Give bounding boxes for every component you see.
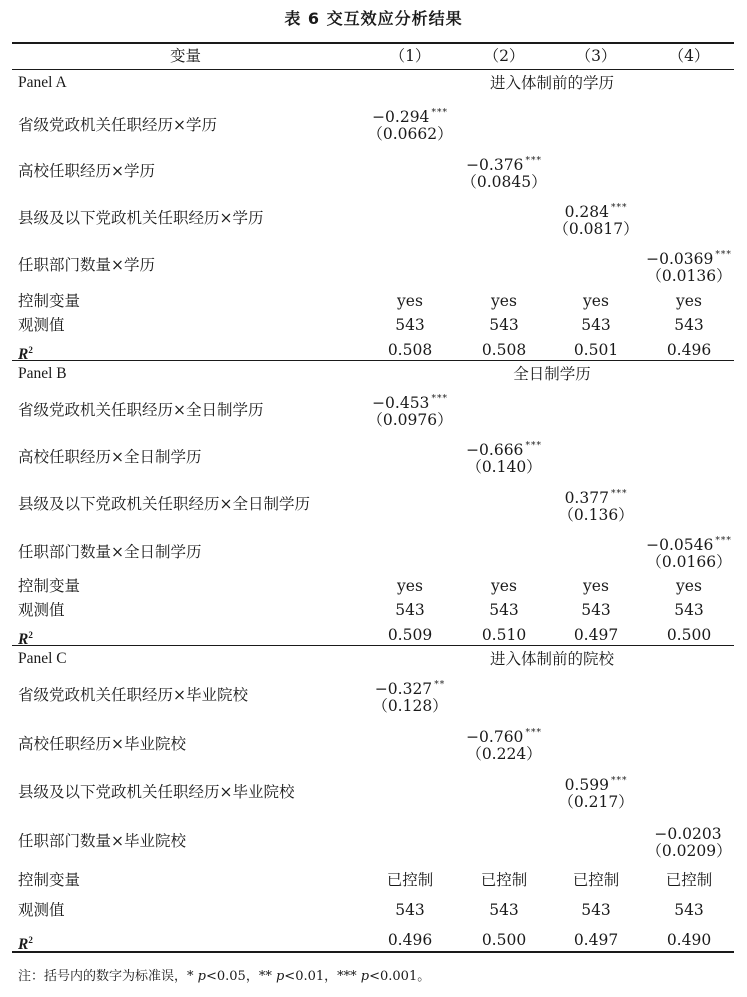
coefficient-value: −0.0369 [646, 250, 714, 268]
observations-value: 543 [674, 901, 704, 919]
observations-value: 543 [395, 316, 425, 334]
observations-value: 543 [395, 901, 425, 919]
standard-error: （0.0662） [367, 125, 453, 143]
significance-stars: *** [525, 156, 542, 166]
coefficient-value: −0.294 [372, 108, 430, 126]
standard-error: （0.140） [466, 458, 542, 476]
observations-value: 543 [489, 901, 519, 919]
r-squared-label [18, 625, 33, 650]
note-star-2: ** [258, 969, 276, 984]
r-squared-label [18, 340, 33, 365]
coefficient-value: 0.284 [564, 203, 609, 221]
table-title: 表 6 交互效应分析结果 [284, 9, 463, 28]
note-threshold-2: <0.01， [284, 969, 338, 984]
row-label: 县级及以下党政机关任职经历×学历 [18, 209, 264, 227]
r-squared-value: 0.508 [387, 341, 433, 359]
r-squared-value: 0.497 [573, 931, 619, 949]
r-squared-label [18, 930, 33, 955]
observations-value: 543 [581, 601, 611, 619]
row-label: 县级及以下党政机关任职经历×毕业院校 [18, 783, 295, 801]
panel-name: Panel B [18, 365, 67, 382]
significance-stars: *** [715, 250, 732, 260]
note-threshold-3: <0.001。 [369, 969, 431, 984]
r-squared-value: 0.500 [666, 626, 712, 644]
significance-stars: *** [610, 489, 628, 499]
panel-subtitle: 全日制学历 [513, 365, 591, 383]
standard-error: （0.0136） [646, 267, 732, 285]
controls-value: 已控制 [572, 871, 620, 889]
controls-value: yes [676, 577, 702, 595]
controls-value: 已控制 [480, 871, 528, 889]
row-label: 任职部门数量×毕业院校 [18, 832, 186, 850]
controls-value: yes [397, 577, 423, 595]
controls-label: 控制变量 [18, 292, 81, 310]
significance-stars: *** [525, 441, 542, 451]
coefficient-value: 0.599 [564, 776, 609, 794]
r-squared-letter: R [18, 936, 29, 954]
panel-name: Panel C [18, 650, 67, 667]
note-star-3: *** [337, 969, 361, 984]
header-variable: 变量 [170, 47, 202, 65]
significance-stars: *** [610, 776, 628, 786]
significance-stars: *** [715, 536, 732, 546]
row-label: 任职部门数量×学历 [18, 256, 155, 274]
r-squared-value: 0.496 [387, 931, 433, 949]
panel-b-bottom-rule [12, 645, 734, 646]
standard-error: （0.0209） [646, 842, 732, 860]
coefficient-value: −0.0203 [654, 825, 722, 843]
standard-error: （0.217） [558, 793, 634, 811]
observations-value: 543 [581, 901, 611, 919]
r-squared-letter: R [18, 346, 29, 364]
standard-error: （0.0817） [553, 220, 639, 238]
note-p-3: p [360, 969, 370, 984]
controls-value: yes [397, 292, 423, 310]
controls-label: 控制变量 [18, 871, 81, 889]
r-squared-exponent: 2 [28, 345, 33, 355]
significance-stars: ** [434, 680, 446, 690]
observations-value: 543 [674, 316, 704, 334]
coefficient-value: −0.376 [466, 156, 524, 174]
coefficient-value: 0.377 [564, 489, 609, 507]
r-squared-exponent: 2 [28, 630, 33, 640]
r-squared-value: 0.496 [666, 341, 712, 359]
coefficient-value: −0.327 [374, 680, 433, 698]
observations-value: 543 [395, 601, 425, 619]
panel-a-bottom-rule [12, 360, 734, 361]
row-label: 省级党政机关任职经历×全日制学历 [18, 401, 264, 419]
standard-error: （0.224） [466, 745, 542, 763]
r-squared-value: 0.508 [481, 341, 527, 359]
controls-value: 已控制 [665, 871, 713, 889]
observations-label: 观测值 [18, 316, 65, 334]
row-label: 高校任职经历×毕业院校 [18, 735, 186, 753]
standard-error: （0.136） [558, 506, 634, 524]
row-label: 省级党政机关任职经历×毕业院校 [18, 686, 248, 704]
controls-value: yes [491, 577, 517, 595]
row-label: 高校任职经历×全日制学历 [18, 448, 202, 466]
r-squared-value: 0.490 [666, 931, 712, 949]
note-threshold-1: <0.05， [205, 969, 259, 984]
coefficient-value: −0.760 [466, 728, 524, 746]
significance-stars: *** [431, 108, 448, 118]
standard-error: （0.0845） [461, 173, 547, 191]
header-col-4: （4） [668, 47, 710, 65]
note-p-1: p [197, 969, 206, 984]
top-rule [12, 42, 734, 44]
panel-subtitle: 进入体制前的院校 [489, 650, 614, 668]
observations-value: 543 [674, 601, 704, 619]
r-squared-value: 0.497 [573, 626, 619, 644]
standard-error: （0.0166） [646, 553, 732, 571]
coefficient-value: −0.0546 [646, 536, 714, 554]
header-col-2: （2） [483, 47, 525, 65]
header-col-3: （3） [575, 47, 617, 65]
controls-label: 控制变量 [18, 577, 81, 595]
row-label: 任职部门数量×全日制学历 [18, 543, 202, 561]
observations-value: 543 [489, 316, 519, 334]
standard-error: （0.128） [372, 697, 448, 715]
row-label: 县级及以下党政机关任职经历×全日制学历 [18, 495, 310, 513]
significance-stars: *** [610, 203, 628, 213]
header-rule [12, 69, 734, 70]
note-star-1: * [187, 969, 198, 984]
row-label: 省级党政机关任职经历×学历 [18, 116, 217, 134]
note-prefix: 注：括号内的数字为标准误， [18, 969, 188, 984]
controls-value: yes [583, 577, 609, 595]
standard-error: （0.0976） [367, 411, 453, 429]
observations-label: 观测值 [18, 901, 65, 919]
r-squared-value: 0.500 [481, 931, 527, 949]
note-p-2: p [275, 969, 285, 984]
r-squared-exponent: 2 [28, 935, 33, 945]
significance-stars: *** [525, 728, 542, 738]
r-squared-value: 0.510 [481, 626, 527, 644]
r-squared-letter: R [18, 631, 29, 649]
observations-label: 观测值 [18, 601, 65, 619]
r-squared-value: 0.501 [573, 341, 619, 359]
coefficient-value: −0.666 [466, 441, 524, 459]
panel-name: Panel A [18, 74, 67, 91]
bottom-rule [12, 951, 734, 953]
controls-value: yes [491, 292, 517, 310]
header-col-1: （1） [389, 47, 431, 65]
controls-value: yes [583, 292, 609, 310]
r-squared-value: 0.509 [387, 626, 433, 644]
row-label: 高校任职经历×学历 [18, 162, 155, 180]
panel-subtitle: 进入体制前的学历 [489, 74, 614, 92]
controls-value: 已控制 [386, 871, 434, 889]
table-note [18, 965, 430, 984]
coefficient-value: −0.453 [372, 394, 430, 412]
significance-stars: *** [431, 394, 448, 404]
controls-value: yes [676, 292, 702, 310]
observations-value: 543 [489, 601, 519, 619]
observations-value: 543 [581, 316, 611, 334]
